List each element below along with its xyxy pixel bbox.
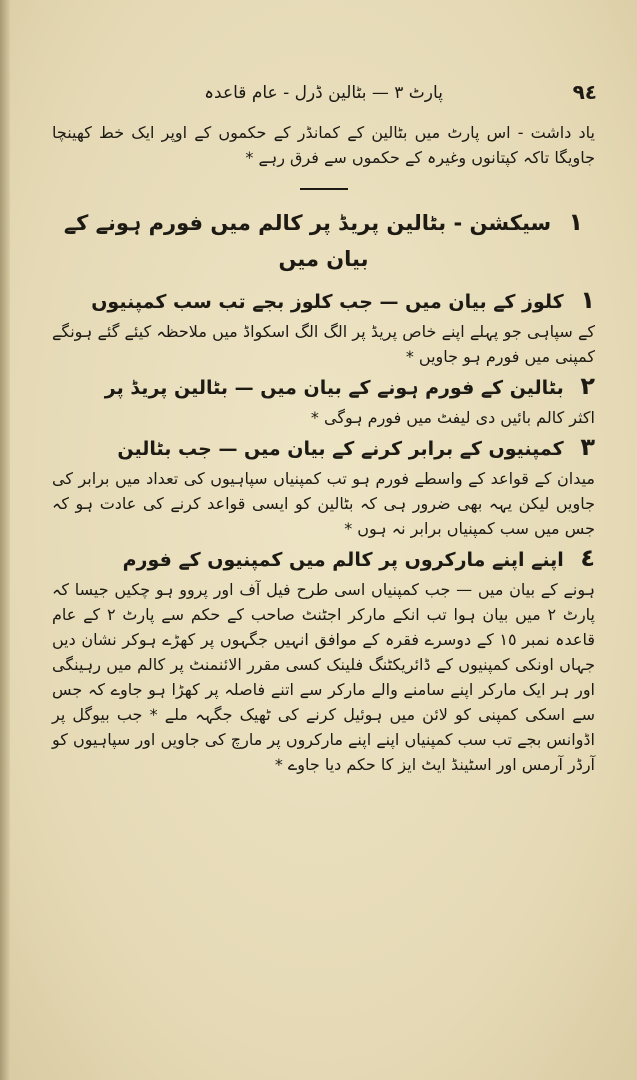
paragraph-4 xyxy=(52,541,595,777)
section-title-text: سیکشن - بٹالین پریڈ پر کالم میں فورم ہونے کے بیان میں xyxy=(63,211,552,271)
paragraph-heading xyxy=(52,283,595,319)
page-number: ٩٤ xyxy=(572,80,597,104)
paragraph-heading xyxy=(52,541,595,577)
paragraph-text: کے سپاہی جو پہلے اپنے خاص پریڈ پر الگ الگ اسکواڈ میں ملاحظہ کیئے گئے ہونگے کمپنی میں فورم ہو جاویں * xyxy=(52,322,595,366)
paragraph-text: اکثر کالم بائیں دی لیفٹ میں فورم ہوگی * xyxy=(310,408,595,427)
paragraph-heading xyxy=(52,430,595,466)
paragraph-1 xyxy=(52,283,595,369)
paragraph-heading xyxy=(52,369,595,405)
paragraph-number: ١ xyxy=(580,286,595,314)
paragraph-text: ہونے کے بیان میں — جب کمپنیاں اسی طرح فیل آف اور پروو ہو چکیں جیسا کہ پارٹ ٢ میں بیان ہوا تب انکے مارکر اجٹنٹ صاحب کے حکم سے پارٹ ٢ کے عام قاعدہ نمبر ١٥ کے دوسرے فقرہ کے موافق انہیں جگہوں پر کھڑے ہوکر نشان دیں جہاں اونکی کمپنیوں کے ڈائریکٹنگ فلینک کسی مقرر الائنمنٹ پر کالم میں رہینگی اور ہر ایک مارکر اپنے سامنے والے مارکر سے اتنے فاصلہ پر کھڑا ہو جاوے کہ جس سے اسکی کمپنی کو لائن میں ہوئیل کرنے کی ٹھیک جگہہ ملے * جب بیوگل پر اڈوانس بجے تب سب کمپنیاں اپنے اپنے مارکروں پر مارچ کی جاویں اور سپاہیوں کو آرڈر آرمس اور اسٹینڈ ایٹ ایز کا حکم دیا جاوے * xyxy=(52,580,596,774)
page-header xyxy=(70,80,597,110)
paragraph-number: ٣ xyxy=(580,433,595,461)
section-title xyxy=(52,204,595,277)
running-head: پارٹ ٣ — بٹالین ڈرل - عام قاعدہ xyxy=(204,83,443,103)
paragraph-heading-text: کلوز کے بیان میں — جب کلوز بجے تب سب کمپنیوں xyxy=(91,291,564,313)
paragraph-text: میدان کے قواعد کے واسطے فورم ہو تب کمپنیاں سپاہیوں کی تعداد میں برابر کی جاویں لیکن یہہ بھی ضرور ہی کہ بٹالین کو ایسی قواعد کرنے کی عادت ہو کہ جس میں سب کمپنیاں برابر نہ ہوں * xyxy=(52,469,595,538)
paragraph-number: ٤ xyxy=(580,544,595,572)
page-body xyxy=(52,120,595,777)
paragraph-heading-text: بٹالین کے فورم ہونے کے بیان میں — بٹالین پریڈ پر xyxy=(104,377,564,399)
paragraph-2 xyxy=(52,369,595,430)
page-binding-edge xyxy=(0,0,10,1080)
section-number: ١ xyxy=(568,208,584,236)
paragraph-3 xyxy=(52,430,595,541)
divider-rule xyxy=(300,188,348,190)
paragraph-number: ٢ xyxy=(580,372,595,400)
paragraph-heading-text: کمپنیوں کے برابر کرنے کے بیان میں — جب بٹالین xyxy=(117,438,564,460)
paragraph-heading-text: اپنے اپنے مارکروں پر کالم میں کمپنیوں کے فورم xyxy=(122,549,564,571)
note-paragraph: یاد داشت - اس پارٹ میں بٹالین کے کمانڈر کے حکموں کے اوپر ایک خط کھینچا جاویگا تاکہ کپتانوں وغیرہ کے حکموں سے فرق رہے * xyxy=(52,123,595,167)
